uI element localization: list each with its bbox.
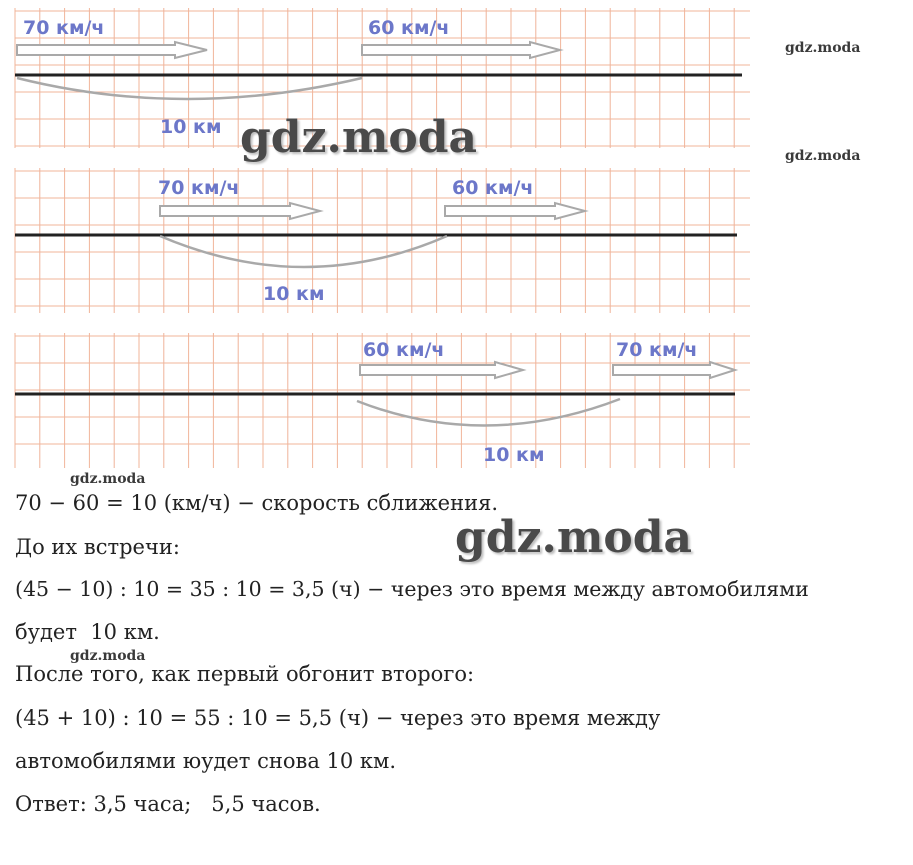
car1-speed-label: 70 км/ч [23,17,105,39]
watermark-small: gdz.moda [785,40,861,56]
grid [15,168,750,313]
watermark-small: gdz.moda [70,648,146,664]
car2-arrow [362,42,560,58]
solution-line-7: автомобилями юудет снова 10 км. [15,749,397,773]
solution-line-6: (45 + 10) : 10 = 55 : 10 = 5,5 (ч) − через это время между [15,706,661,730]
watermark-big: gdz.moda [455,512,693,563]
solution-line-4: будет 10 км. [15,620,160,644]
watermark-small: gdz.moda [785,148,861,164]
car1-speed-label: 60 км/ч [363,339,445,361]
car1-arrow [360,362,523,378]
diagram-2-svg [15,168,750,313]
solution-line-3: (45 − 10) : 10 = 35 : 10 = 3,5 (ч) − через это время между автомобилями [15,577,809,601]
diagram-3-svg [15,333,750,468]
car2-speed-label: 70 км/ч [616,339,698,361]
solution-line-5: После того, как первый обгонит второго: [15,662,475,686]
car2-arrow [445,203,585,219]
car1-arrow [17,42,207,58]
diagram-panel-2 [15,168,750,313]
watermark-small: gdz.moda [70,471,146,487]
solution-line-1: 70 − 60 = 10 (км/ч) − скорость сближения. [15,491,498,515]
distance-label: 10 км [263,283,325,305]
distance-brace [357,399,620,426]
car2-arrow [613,362,735,378]
solution-line-2: До их встречи: [15,535,180,559]
distance-brace [17,78,362,99]
watermark-big: gdz.moda [240,112,478,163]
distance-label: 10 км [483,444,545,466]
solution-line-8: Ответ: 3,5 часа; 5,5 часов. [15,792,321,816]
car2-speed-label: 60 км/ч [368,17,450,39]
diagram-panel-3 [15,333,750,468]
car1-arrow [160,203,320,219]
distance-label: 10 км [160,116,222,138]
car2-speed-label: 60 км/ч [452,177,534,199]
car1-speed-label: 70 км/ч [158,177,240,199]
